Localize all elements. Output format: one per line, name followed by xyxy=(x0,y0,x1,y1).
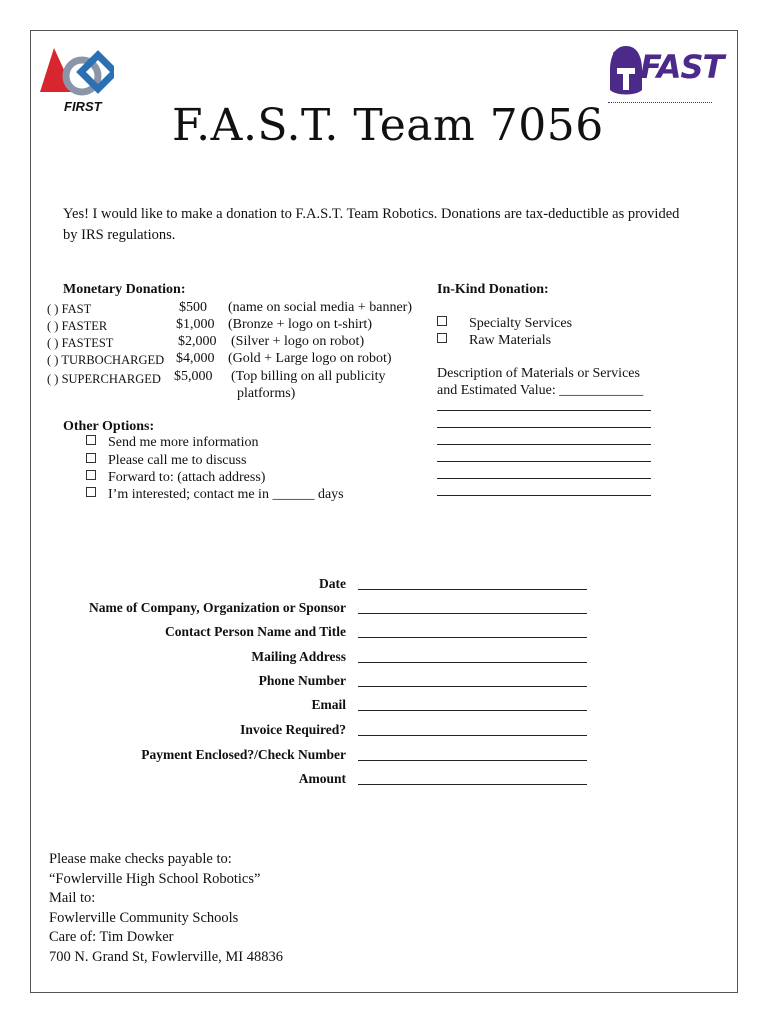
tier-benefit: (Top billing on all publicity xyxy=(231,369,386,384)
tier-amount: $1,000 xyxy=(176,317,215,332)
field-line-phone[interactable] xyxy=(358,686,587,687)
page-title: F.A.S.T. Team 7056 xyxy=(172,100,604,151)
mailing-instructions xyxy=(49,850,283,967)
footer-line: Mail to: xyxy=(49,890,96,906)
intro-text: Yes! I would like to make a donation to F.A.S.T. Team Robotics. Donations are tax-deductible as provided by IRS regulations. xyxy=(63,206,680,243)
document-border xyxy=(30,30,738,993)
footer-line: Please make checks payable to: xyxy=(49,851,232,867)
inkind-heading: In-Kind Donation: xyxy=(437,282,549,297)
fast-logo xyxy=(604,42,724,108)
other-option-forward[interactable] xyxy=(86,470,265,486)
checkbox[interactable] xyxy=(86,435,96,445)
checkbox[interactable] xyxy=(86,453,96,463)
checkbox[interactable] xyxy=(86,487,96,497)
field-label-company: Name of Company, Organization or Sponsor xyxy=(88,600,346,615)
field-line-mailing-address[interactable] xyxy=(358,662,587,663)
tier-benefit-continuation: platforms) xyxy=(237,386,296,401)
other-option-label: Please call me to discuss xyxy=(108,453,247,468)
description-line[interactable] xyxy=(437,461,651,462)
other-options-heading: Other Options: xyxy=(63,419,155,434)
tier-amount: $500 xyxy=(179,300,207,315)
field-label-payment: Payment Enclosed?/Check Number xyxy=(141,747,346,762)
tier-benefit: (Bronze + logo on t-shirt) xyxy=(228,317,372,332)
first-logo-mark-icon xyxy=(38,42,114,100)
tier-level[interactable]: ( ) SUPERCHARGED xyxy=(47,372,161,386)
tier-level[interactable]: ( ) FAST xyxy=(47,302,92,316)
description-line[interactable] xyxy=(437,427,651,428)
fast-logo-text: FAST xyxy=(640,48,724,86)
tier-amount: $2,000 xyxy=(178,334,217,349)
field-line-payment[interactable] xyxy=(358,760,587,761)
footer-line: Fowlerville Community Schools xyxy=(49,909,239,926)
inkind-option-specialty-services[interactable] xyxy=(437,316,572,332)
other-option-call-me[interactable] xyxy=(86,453,246,469)
field-line-company[interactable] xyxy=(358,613,587,614)
field-label-mailing-address: Mailing Address xyxy=(251,649,346,664)
checkbox[interactable] xyxy=(437,333,447,343)
inkind-option-label: Specialty Services xyxy=(469,316,573,331)
footer-line: Care of: Tim Dowker xyxy=(49,929,174,945)
fast-logo-tagline-icon xyxy=(608,102,712,105)
monetary-heading: Monetary Donation: xyxy=(63,282,186,297)
footer-line: “Fowlerville High School Robotics” xyxy=(49,870,261,887)
tier-level[interactable]: ( ) FASTER xyxy=(47,319,108,333)
field-label-date: Date xyxy=(319,576,346,591)
field-line-invoice[interactable] xyxy=(358,735,587,736)
tier-level[interactable]: ( ) TURBOCHARGED xyxy=(47,353,165,367)
other-option-label: Forward to: (attach address) xyxy=(108,470,266,485)
first-logo-text: FIRST xyxy=(64,99,102,114)
other-option-label: Send me more information xyxy=(108,435,259,450)
field-line-email[interactable] xyxy=(358,710,587,711)
footer-line: 700 N. Grand St, Fowlerville, MI 48836 xyxy=(49,948,283,965)
other-option-label: I’m interested; contact me in ______ days xyxy=(108,487,344,502)
inkind-option-raw-materials[interactable] xyxy=(437,333,551,349)
tier-level[interactable]: ( ) FASTEST xyxy=(47,336,114,350)
description-line[interactable] xyxy=(437,410,651,411)
other-option-more-info[interactable] xyxy=(86,435,258,451)
field-label-amount: Amount xyxy=(298,771,346,786)
tier-benefit: (name on social media + banner) xyxy=(228,300,412,315)
tier-amount: $4,000 xyxy=(176,351,215,366)
inkind-description-label: Description of Materials or Services xyxy=(437,366,640,381)
inkind-estimated-value-label[interactable]: and Estimated Value: ____________ xyxy=(437,383,644,398)
inkind-option-label: Raw Materials xyxy=(469,333,552,348)
other-option-contact-days[interactable] xyxy=(86,487,344,503)
field-label-email: Email xyxy=(311,697,346,712)
tier-benefit: (Silver + logo on robot) xyxy=(231,334,365,349)
description-line[interactable] xyxy=(437,495,651,496)
tier-benefit: (Gold + Large logo on robot) xyxy=(228,351,392,366)
description-line[interactable] xyxy=(437,444,651,445)
checkbox[interactable] xyxy=(437,316,447,326)
first-logo xyxy=(38,42,118,117)
field-line-contact-person[interactable] xyxy=(358,637,587,638)
description-line[interactable] xyxy=(437,478,651,479)
tier-amount: $5,000 xyxy=(174,369,213,384)
checkbox[interactable] xyxy=(86,470,96,480)
field-label-phone: Phone Number xyxy=(258,673,346,688)
field-line-date[interactable] xyxy=(358,589,587,590)
field-label-invoice: Invoice Required? xyxy=(240,722,346,737)
field-label-contact-person: Contact Person Name and Title xyxy=(165,624,346,639)
field-line-amount[interactable] xyxy=(358,784,587,785)
